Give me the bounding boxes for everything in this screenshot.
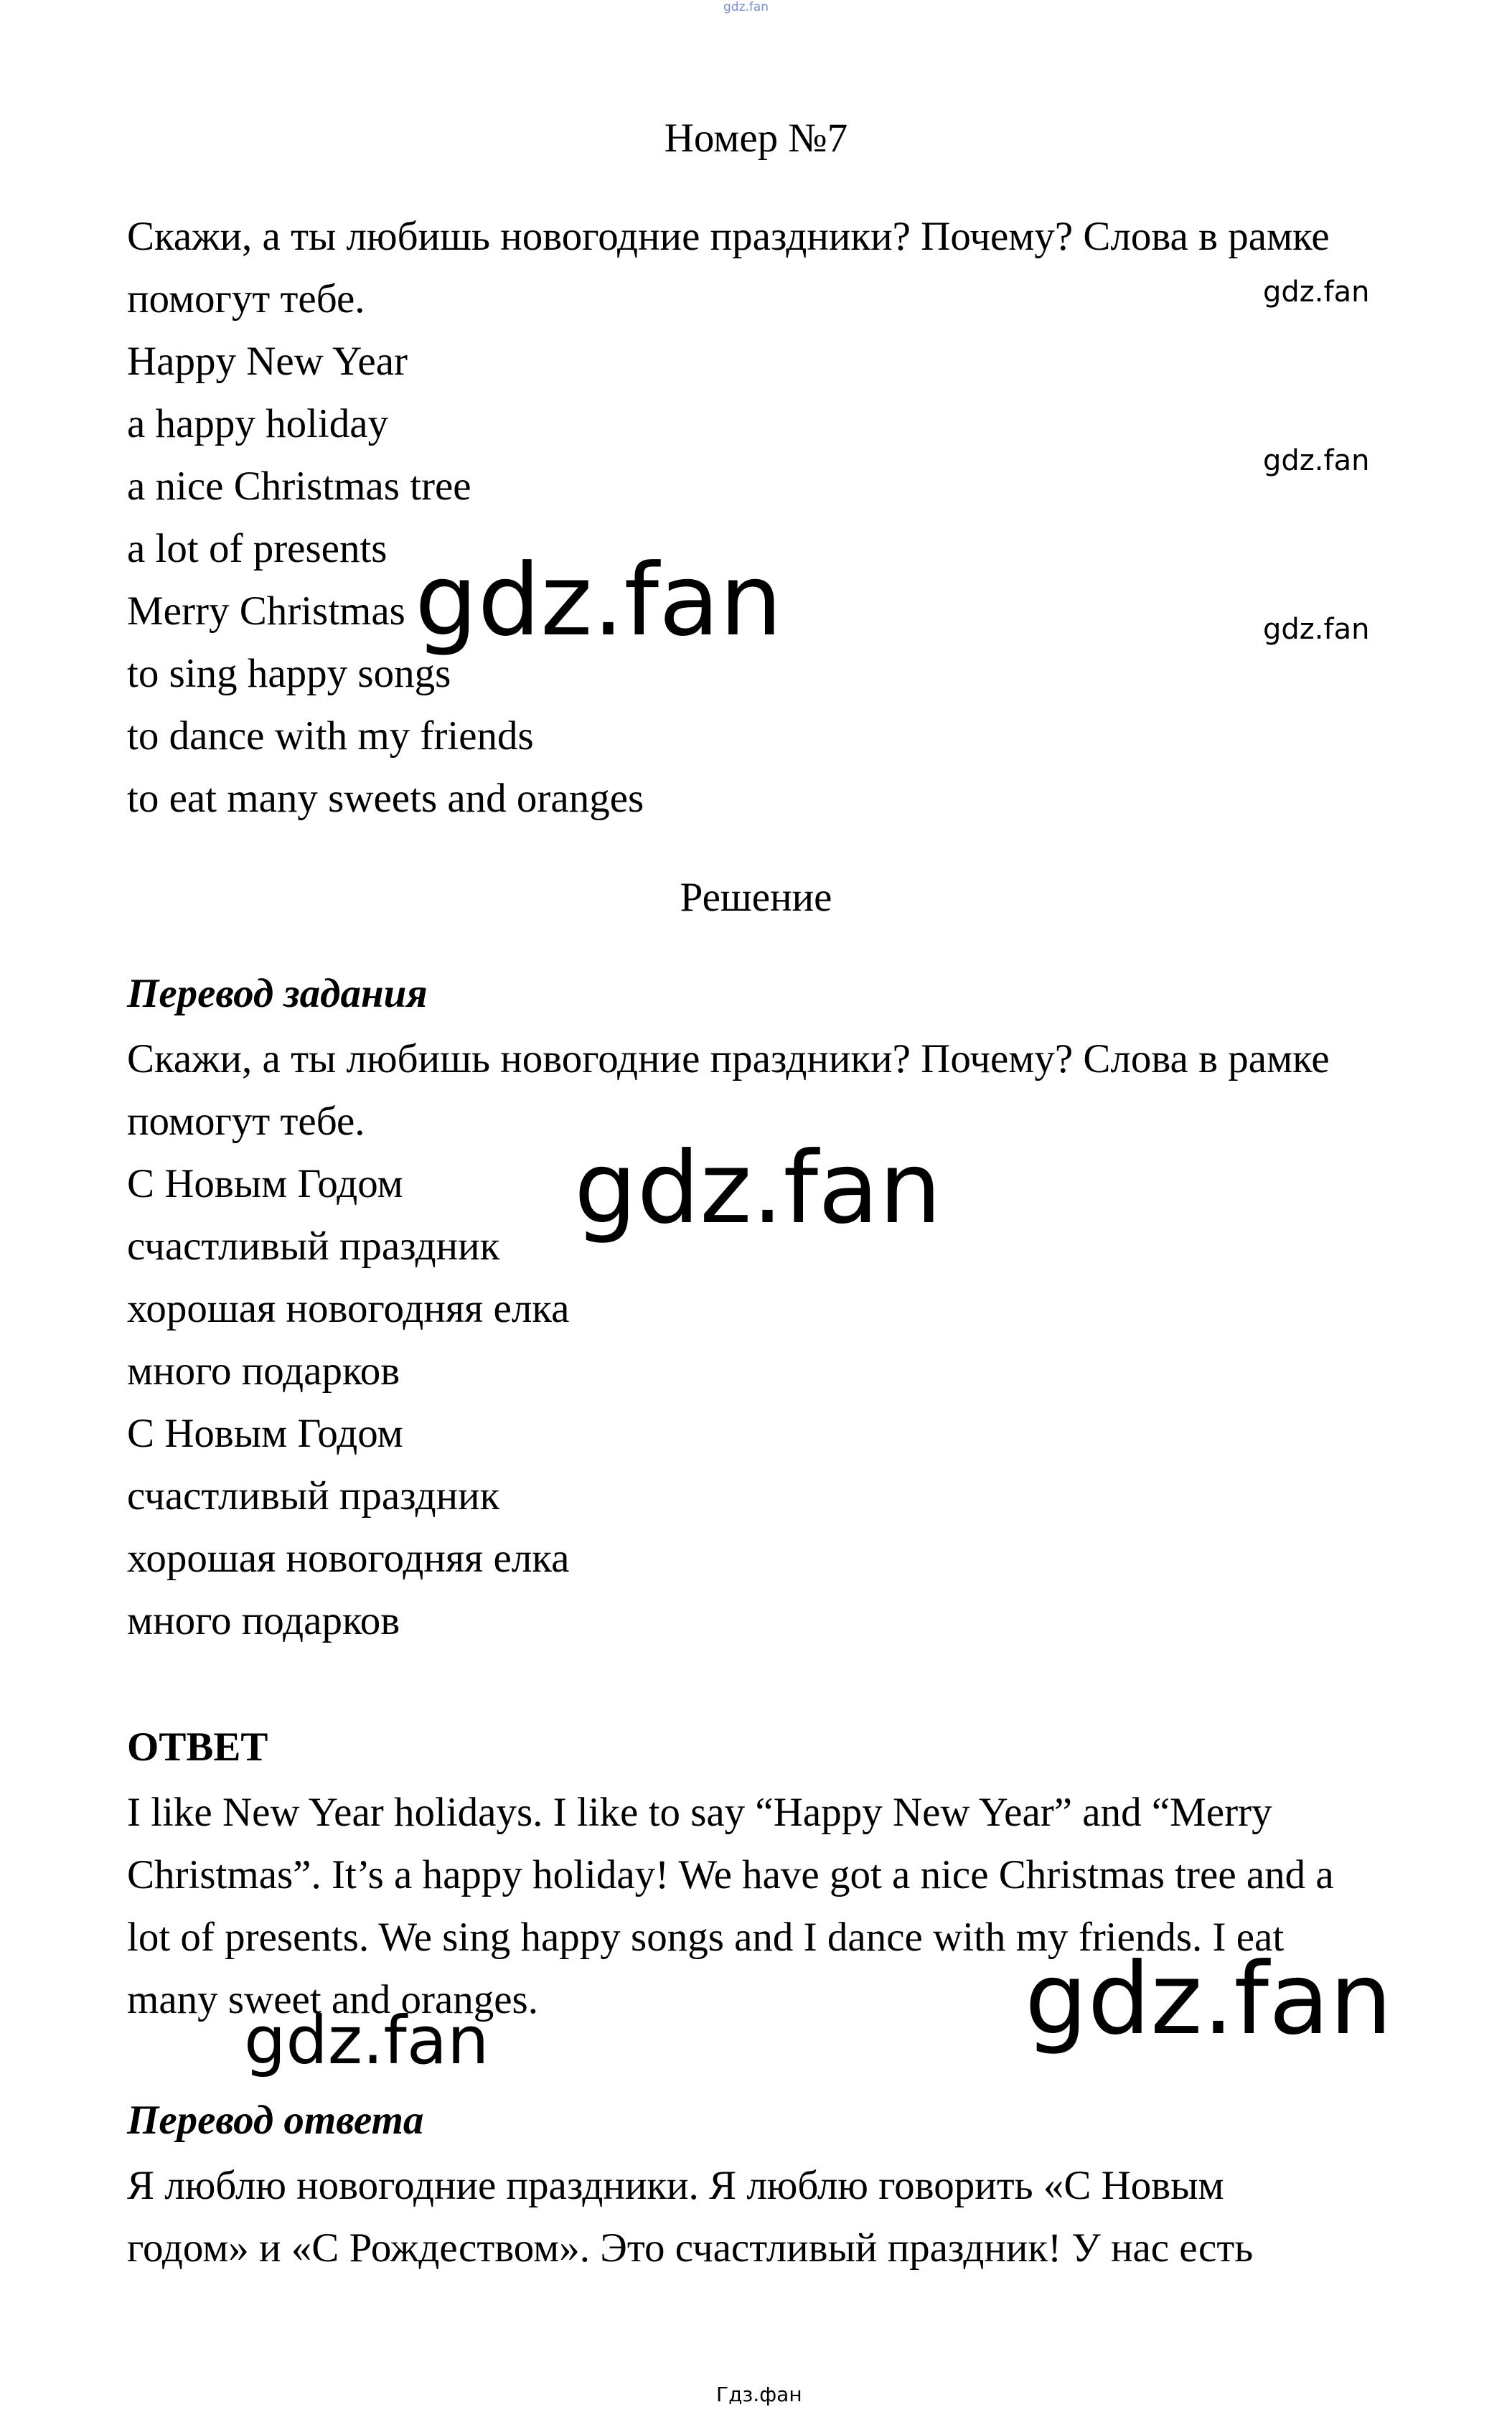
translation-phrase: много подарков [127, 1598, 400, 1643]
translation-phrase: С Новым Годом [127, 1161, 403, 1206]
task-phrase: a nice Christmas tree [127, 464, 471, 509]
answer-heading: ОТВЕТ [127, 1724, 268, 1770]
translation-phrase-list [127, 1153, 569, 1652]
task-phrase: Happy New Year [127, 339, 408, 384]
watermark-big-2: gdz.fan [574, 1130, 942, 1246]
task-phrase: to eat many sweets and oranges [127, 776, 644, 821]
answer-line-1: I like New Year holidays. I like to say “Happy New Year” and “Merry [127, 1790, 1272, 1835]
answer-line-4: many sweet and oranges. [127, 1977, 538, 2022]
watermark-big-1: gdz.fan [415, 543, 783, 658]
task-phrase: to sing happy songs [127, 651, 451, 696]
task-phrase: a lot of presents [127, 526, 388, 571]
answer-translation-line-1: Я люблю новогодние праздники. Я люблю говорить «С Новым [127, 2163, 1224, 2208]
translation-text-line-2: помогут тебе. [127, 1099, 365, 1144]
watermark-small-3: gdz.fan [1263, 613, 1370, 646]
answer-translation-line-2: годом» и «С Рождеством». Это счастливый праздник! У нас есть [127, 2225, 1254, 2271]
translation-phrase: С Новым Годом [127, 1411, 403, 1456]
answer-line-2: Christmas”. It’s a happy holiday! We have got a nice Christmas tree and a [127, 1852, 1334, 1897]
task-phrase: to dance with my friends [127, 713, 534, 759]
translation-phrase: счастливый праздник [127, 1473, 500, 1519]
solution-heading: Решение [680, 875, 832, 920]
task-phrase: a happy holiday [127, 401, 389, 446]
watermark-small-1: gdz.fan [1263, 276, 1370, 309]
answer-translation-heading: Перевод ответа [127, 2098, 424, 2143]
header-watermark: gdz.fan [723, 0, 769, 14]
task-text-line-1: Скажи, а ты любишь новогодние праздники? Почему? Слова в рамке [127, 214, 1330, 259]
task-phrase: Merry Christmas [127, 588, 405, 634]
task-text-line-2: помогут тебе. [127, 276, 365, 322]
translation-phrase: счастливый праздник [127, 1224, 500, 1269]
translation-phrase: много подарков [127, 1348, 400, 1394]
watermark-big-3: gdz.fan [1025, 1941, 1393, 2057]
translation-phrase: хорошая новогодняя елка [127, 1536, 570, 1581]
answer-line-3: lot of presents. We sing happy songs and I dance with my friends. I eat [127, 1915, 1285, 1960]
translation-text-line-1: Скажи, а ты любишь новогодние праздники? Почему? Слова в рамке [127, 1036, 1330, 1081]
footer-watermark: Гдз.фан [716, 2383, 802, 2406]
page-title: Номер №7 [664, 116, 848, 161]
watermark-mid-1: gdz.fan [244, 2002, 489, 2079]
translation-phrase: хорошая новогодняя елка [127, 1286, 570, 1331]
watermark-small-2: gdz.fan [1263, 444, 1370, 477]
translation-heading: Перевод задания [127, 971, 428, 1016]
